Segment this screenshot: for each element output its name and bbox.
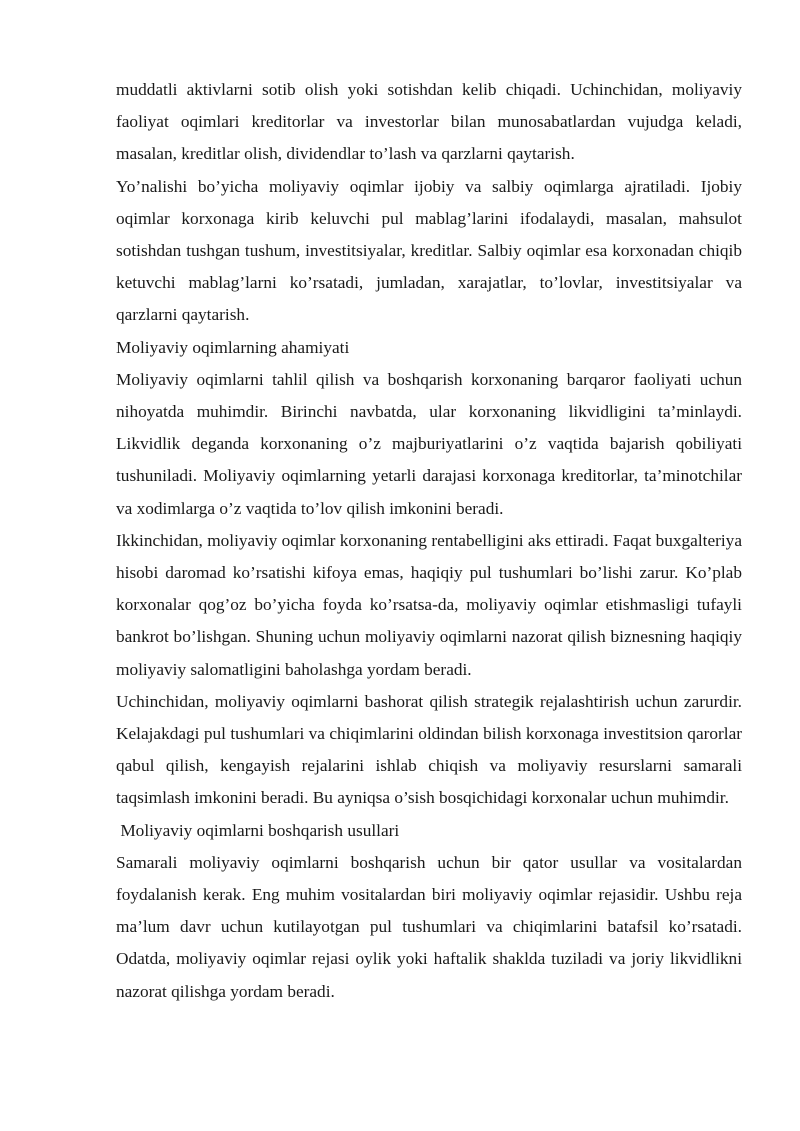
section-heading-management-methods: Moliyaviy oqimlarni boshqarish usullari xyxy=(116,820,400,840)
paragraph-liquidity: Moliyaviy oqimlarni tahlil qilish va boshqarish korxonaning barqaror faoliyati uchun nihoyatda muhimdir. Birinchi navbatda, ular korxonaning likvidligini ta’minlaydi. Likvidlik deganda korxonaning o’z majburiyatlarini o’z vaqtida bajarish qobiliyati tushuniladi. Moliyaviy oqimlarning yetarli darajasi korxonaga kreditorlar, ta’minotchilar va xodimlarga o’z vaqtida to’lov qilish imkonini beradi. xyxy=(116,369,742,518)
section-heading-importance: Moliyaviy oqimlarning ahamiyati xyxy=(116,337,350,357)
paragraph-cash-flow-plan: Samarali moliyaviy oqimlarni boshqarish uchun bir qator usullar va vositalardan foydalanish kerak. Eng muhim vositalardan biri moliyaviy oqimlar rejasidir. Ushbu reja ma’lum davr uchun kutilayotgan pul tushumlari va chiqimlarini batafsil ko’rsatadi. Odatda, moliyaviy oqimlar rejasi oylik yoki haftalik shaklda tuziladi va joriy likvidlikni nazorat qilishga yordam beradi. xyxy=(116,852,742,1001)
paragraph-flow-direction: Yo’nalishi bo’yicha moliyaviy oqimlar ijobiy va salbiy oqimlarga ajratiladi. Ijobiy oqimlar korxonaga kirib keluvchi pul mablag’larini ifodalaydi, masalan, mahsulot sotishdan tushgan tushum, investitsiyalar, kreditlar. Salbiy oqimlar esa korxonadan chiqib ketuvchi mablag’larni ko’rsatadi, jumladan, xarajatlar, to’lovlar, investitsiyalar va qarzlarni qaytarish. xyxy=(116,176,742,325)
paragraph-profitability: Ikkinchidan, moliyaviy oqimlar korxonaning rentabelligini aks ettiradi. Faqat buxgalteriya hisobi daromad ko’rsatishi kifoya emas, haqiqiy pul tushumlari bo’lishi zarur. Ko’plab korxonalar qog’oz bo’yicha foyda ko’rsatsa-da, moliyaviy oqimlar etishmasligi tufayli bankrot bo’lishgan. Shuning uchun moliyaviy oqimlarni nazorat qilish biznesning haqiqiy moliyaviy salomatligini baholashga yordam beradi. xyxy=(116,530,742,679)
document-page xyxy=(116,74,742,1008)
paragraph-forecasting: Uchinchidan, moliyaviy oqimlarni bashorat qilish strategik rejalashtirish uchun zarurdir. Kelajakdagi pul tushumlari va chiqimlarini oldindan bilish korxonaga investitsion qarorlar qabul qilish, kengayish rejalarini ishlab chiqish va moliyaviy resurslarni samarali taqsimlash imkonini beradi. Bu ayniqsa o’sish bosqichidagi korxonalar uchun muhimdir. xyxy=(116,691,742,808)
paragraph-continuation: muddatli aktivlarni sotib olish yoki sotishdan kelib chiqadi. Uchinchidan, moliyaviy faoliyat oqimlari kreditorlar va investorlar bilan munosabatlardan vujudga keladi, masalan, kreditlar olish, dividendlar to’lash va qarzlarni qaytarish. xyxy=(116,80,742,164)
